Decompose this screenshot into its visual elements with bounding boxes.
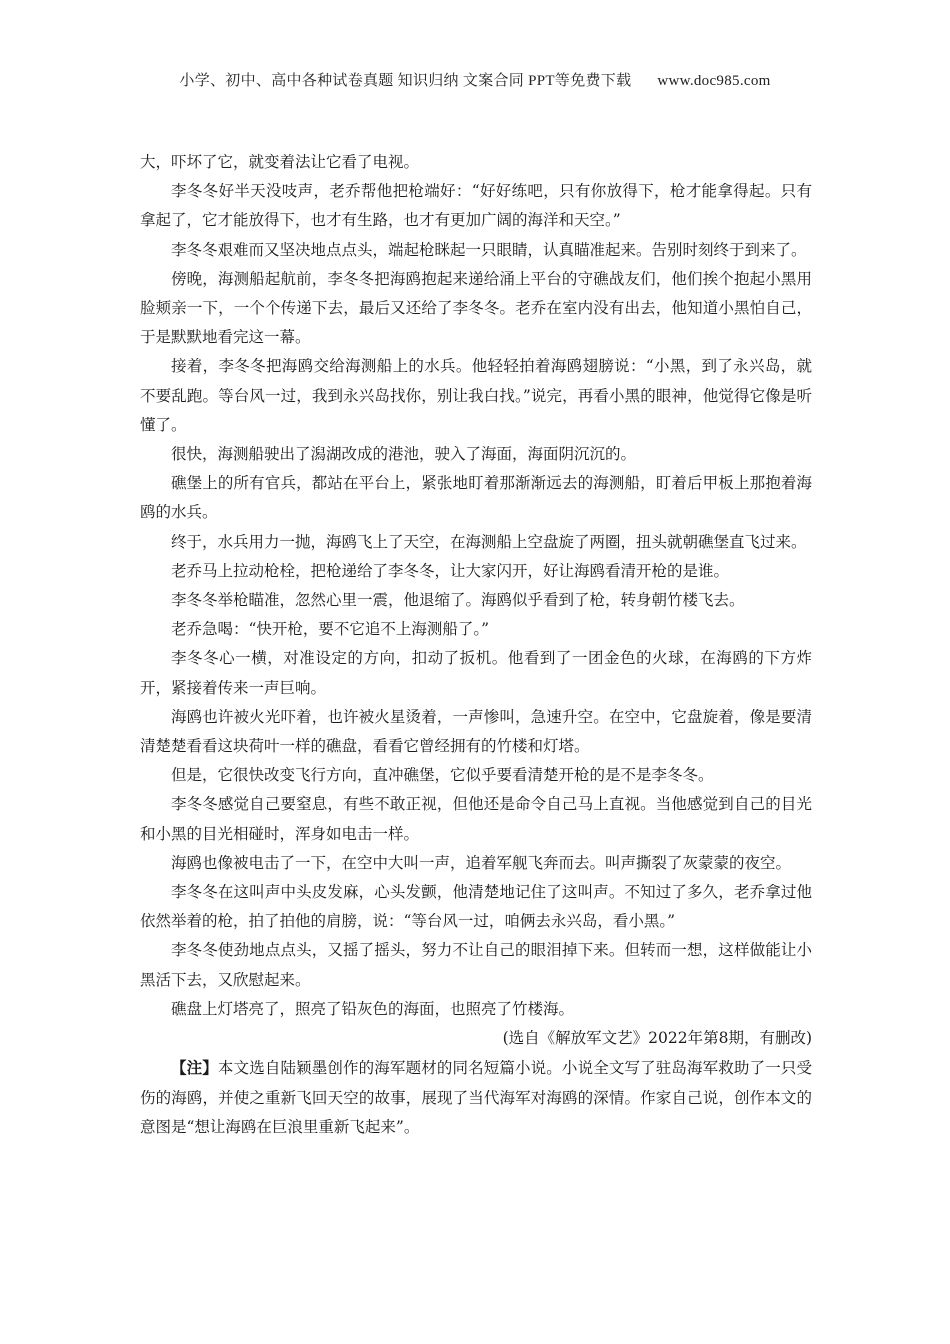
header-url[interactable]: www.doc985.com xyxy=(657,73,771,89)
paragraph: 老乔马上拉动枪栓，把枪递给了李冬冬，让大家闪开，好让海鸥看清开枪的是谁。 xyxy=(171,561,730,580)
paragraph: 李冬冬艰难而又坚决地点点头，端起枪眯起一只眼睛，认真瞄准起来。告别时刻终于到来了。 xyxy=(171,240,807,259)
footnote-label: 【注】 xyxy=(171,1058,218,1078)
source-citation: (选自《解放军文艺》2022年第8期，有删改) xyxy=(502,1029,812,1048)
paragraph: 李冬冬在这叫声中头皮发麻，心头发颤，他清楚地记住了这叫声。不知过了多久，老乔拿过他依然举着的枪，拍了拍他的肩膀，说：“等台风一过，咱俩去永兴岛，看小黑。” xyxy=(140,883,812,931)
paragraph: 李冬冬感觉自己要窒息，有些不敢正视，但他还是命令自己马上直视。当他感觉到自己的目光和小黑的目光相碰时，浑身如电击一样。 xyxy=(140,795,812,843)
footnote-text: 本文选自陆颖墨创作的海军题材的同名短篇小说。小说全文写了驻岛海军救助了一只受伤的海鸥，并使之重新飞回天空的故事，展现了当代海军对海鸥的深情。作家自己说，创作本文的意图是“想让海鸥在巨浪里重新飞起来”。 xyxy=(140,1059,812,1136)
paragraph: 李冬冬举枪瞄准，忽然心里一震，他退缩了。海鸥似乎看到了枪，转身朝竹楼飞去。 xyxy=(171,591,745,610)
page-header xyxy=(0,69,950,90)
paragraph: 傍晚，海测船起航前，李冬冬把海鸥抱起来递给涌上平台的守礁战友们，他们挨个抱起小黑用脸颊亲一下，一个个传递下去，最后又还给了李冬冬。老乔在室内没有出去，他知道小黑怕自己，于是默默地看完这一幕。 xyxy=(140,269,812,347)
paragraph: 礁盘上灯塔亮了，照亮了铅灰色的海面，也照亮了竹楼海。 xyxy=(171,999,575,1018)
paragraph: 李冬冬心一横，对准设定的方向，扣动了扳机。他看到了一团金色的火球，在海鸥的下方炸开，紧接着传来一声巨响。 xyxy=(140,649,812,697)
paragraph: 接着，李冬冬把海鸥交给海测船上的水兵。他轻轻拍着海鸥翅膀说：“小黑，到了永兴岛，就不要乱跑。等台风一过，我到永兴岛找你，别让我白找。”说完，再看小黑的眼神，他觉得它像是听懂了。 xyxy=(140,357,812,434)
paragraph: 海鸥也许被火光吓着，也许被火星烫着，一声惨叫，急速升空。在空中，它盘旋着，像是要清清楚楚看看这块荷叶一样的礁盘，看看它曾经拥有的竹楼和灯塔。 xyxy=(140,707,812,756)
paragraph: 礁堡上的所有官兵，都站在平台上，紧张地盯着那渐渐远去的海测船，盯着后甲板上那抱着海鸥的水兵。 xyxy=(140,474,812,522)
article-body xyxy=(140,148,812,1142)
paragraph: 李冬冬好半天没吱声，老乔帮他把枪端好：“好好练吧，只有你放得下，枪才能拿得起。只有拿起了，它才能放得下，也才有生路，也才有更加广阔的海洋和天空。” xyxy=(140,182,812,230)
paragraph: 终于，水兵用力一抛，海鸥飞上了天空，在海测船上空盘旋了两圈，扭头就朝礁堡直飞过来。 xyxy=(171,532,807,551)
paragraph: 李冬冬使劲地点点头，又摇了摇头，努力不让自己的眼泪掉下来。但转而一想，这样做能让小黑活下去，又欣慰起来。 xyxy=(140,941,812,989)
paragraph: 但是，它很快改变飞行方向，直冲礁堡，它似乎要看清楚开枪的是不是李冬冬。 xyxy=(171,766,714,785)
paragraph: 海鸥也像被电击了一下，在空中大叫一声，追着军舰飞奔而去。叫声撕裂了灰蒙蒙的夜空。 xyxy=(171,853,792,872)
footnote xyxy=(140,1053,812,1142)
paragraph: 很快，海测船驶出了潟湖改成的港池，驶入了海面，海面阴沉沉的。 xyxy=(171,445,637,464)
paragraph: 大，吓坏了它，就变着法让它看了电视。 xyxy=(140,153,420,171)
header-text: 小学、初中、高中各种试卷真题 知识归纳 文案合同 PPT等免费下载 xyxy=(179,73,632,89)
paragraph: 老乔急喝：“快开枪，要不它追不上海测船了。” xyxy=(171,620,490,639)
